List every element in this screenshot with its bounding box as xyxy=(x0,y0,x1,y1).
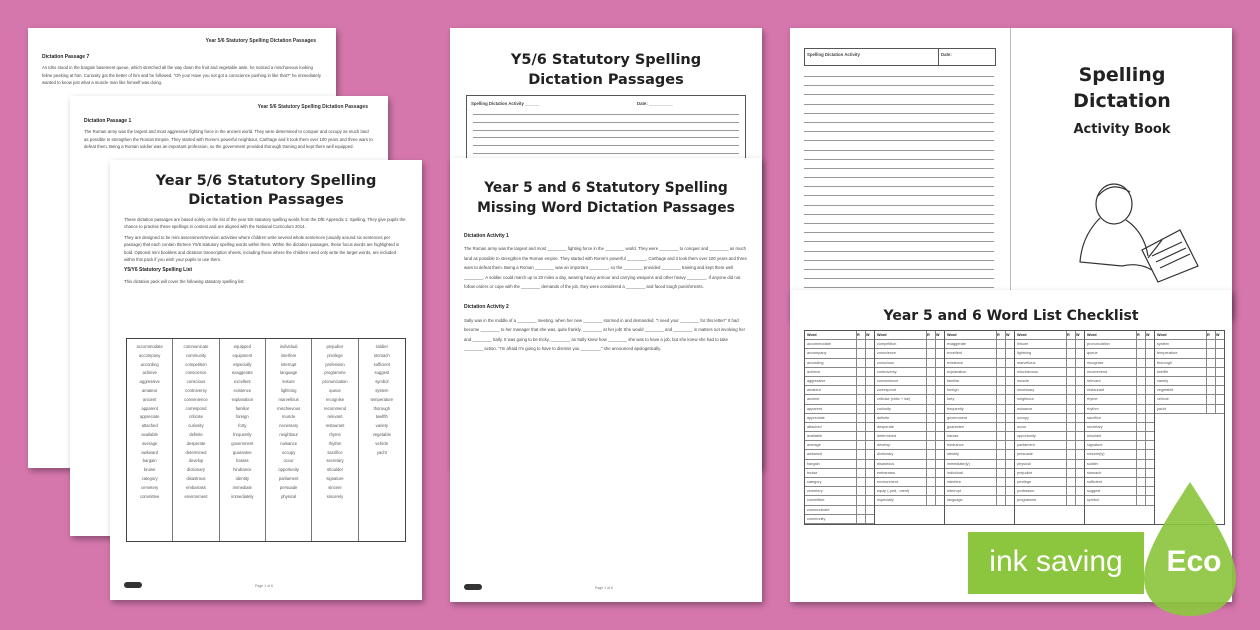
passage-text: The Roman army was the largest and most aggressive fighting force in the ancient world. They were determined to conquer and occupy as much land as possible to strengthen the Roman Empire. They started with Rome's powerful neighbour, Carthage and it took them over 100 years and three wars to defeat them. Being a Roman soldier was an important profession, so the government provided thorough training and kept them well equipped. xyxy=(84,129,373,150)
writing-line xyxy=(804,260,994,261)
activity-date-box xyxy=(804,48,996,66)
checklist-row: sacrifice xyxy=(1085,414,1154,423)
checklist-row: opportunity xyxy=(1015,432,1084,441)
writing-line xyxy=(804,122,994,123)
spelling-word: cemetery xyxy=(141,484,159,490)
writing-line xyxy=(804,85,994,86)
spelling-word: available xyxy=(141,431,158,437)
intro-sheet xyxy=(110,160,422,600)
spelling-word: familiar xyxy=(235,405,250,411)
spelling-word: interfere xyxy=(280,352,297,358)
checklist-row: restaurant xyxy=(1085,386,1154,395)
checklist-row: conscience xyxy=(875,349,944,358)
spelling-word xyxy=(360,493,404,502)
list-intro: This dictation pack will cover the following statutory spelling list: xyxy=(124,278,245,284)
date-label: Date: xyxy=(941,52,952,57)
spelling-word: queue xyxy=(329,387,341,393)
checklist-row: variety xyxy=(1155,377,1224,386)
cover-title-line-1: Spelling xyxy=(1078,64,1166,86)
checklist-row: forty xyxy=(945,395,1014,404)
activity-label: Spelling Dictation Activity xyxy=(805,49,939,65)
spelling-word: harass xyxy=(236,458,249,464)
spelling-word: apparent xyxy=(141,405,158,411)
writing-line xyxy=(804,76,994,77)
spelling-word: privilege xyxy=(327,352,343,358)
cover-title-line-2: Dictation xyxy=(1073,90,1171,112)
checklist-row: awkward xyxy=(805,450,874,459)
checklist-row: lightning xyxy=(1015,349,1084,358)
cover-subtitle: Activity Book xyxy=(1073,122,1171,137)
writing-line xyxy=(804,131,994,132)
checklist-column xyxy=(1015,330,1085,525)
child-writing-illustration xyxy=(1052,166,1202,288)
checklist-row: controversy xyxy=(875,368,944,377)
spelling-word: competition xyxy=(185,361,207,367)
checklist-header-row: Word R W xyxy=(1155,331,1224,340)
spelling-word: language xyxy=(280,370,298,376)
spelling-word: vegetable xyxy=(372,431,391,437)
checklist-row: existence xyxy=(945,359,1014,368)
activity-book-spread xyxy=(790,28,1232,318)
spelling-word: appreciate xyxy=(139,414,160,420)
checklist-row: amateur xyxy=(805,386,874,395)
spelling-word: according xyxy=(140,361,159,367)
spelling-word: system xyxy=(375,387,389,393)
checklist-row: guarantee xyxy=(945,423,1014,432)
checklist-row: twelfth xyxy=(1155,368,1224,377)
checklist-column xyxy=(945,330,1015,525)
spelling-word: temperature xyxy=(370,396,394,402)
spelling-word: marvellous xyxy=(278,396,299,402)
checklist-row: aggressive xyxy=(805,377,874,386)
list-heading: Y5/Y6 Statutory Spelling List xyxy=(124,267,193,274)
word-column xyxy=(173,339,219,541)
spelling-word: muscle xyxy=(282,414,296,420)
checklist-header-row: Word R W xyxy=(875,331,944,340)
checklist-row: harass xyxy=(945,432,1014,441)
writing-lines xyxy=(804,76,994,306)
checklist-row: accommodate xyxy=(805,340,874,349)
spelling-word: neighbour xyxy=(279,431,298,437)
intro-paragraph-1: These dictation passages are based solely on the list of the year 5/6 statutory spelling words from the DfE Appendix 1: Spelling. They give pupils the chance to practise these spellings in context and are aligned with the National Curriculum 2014. xyxy=(124,217,406,230)
sheet-header: Year 5/6 Statutory Spelling Dictation Passages xyxy=(257,104,368,110)
spelling-word: forty xyxy=(238,423,247,429)
checklist-row: frequently xyxy=(945,405,1014,414)
checklist-row: appreciate xyxy=(805,414,874,423)
checklist-row: occupy xyxy=(1015,414,1084,423)
word-column xyxy=(220,339,266,541)
passage-text: As Idris stood in the bargain basement queue, which stretched all the way down the fruit and vegetable aisle, he noticed a mischievous looking feline peeking at him. Curiosity got the better of him and he followed. "Oh you! Have you not got a conscience pushing in like that?" he immediately wanted to know just what a muscle man like himself was doing. xyxy=(42,65,321,86)
sheet-title: Year 5/6 Statutory Spelling Dictation Passages xyxy=(155,173,377,208)
spelling-word: correspond xyxy=(185,405,207,411)
spelling-word: profession xyxy=(325,361,345,367)
writing-line xyxy=(804,223,994,224)
spelling-word: equipped xyxy=(233,344,251,349)
checklist-column xyxy=(804,330,875,525)
checklist-row: prejudice xyxy=(1015,469,1084,478)
spelling-word: equipment xyxy=(232,352,253,358)
checklist-row: immediate(ly) xyxy=(945,460,1014,469)
spelling-word: opportunity xyxy=(278,467,300,473)
checklist-header-row: Word R W xyxy=(945,331,1014,340)
checklist-row: thorough xyxy=(1155,359,1224,368)
spelling-word xyxy=(360,484,404,493)
checklist-row: especially xyxy=(875,496,944,505)
spelling-word: sacrifice xyxy=(327,449,343,455)
word-column xyxy=(127,339,173,541)
checklist-row: profession xyxy=(1015,487,1084,496)
writing-line xyxy=(804,278,994,279)
spelling-word: criticise xyxy=(189,414,203,420)
checklist-row: yacht xyxy=(1155,405,1224,414)
spelling-word: vehicle xyxy=(375,440,389,446)
sheet-title: Y5/6 Statutory Spelling Dictation Passages xyxy=(510,52,702,88)
spelling-word: accommodate xyxy=(136,344,163,349)
checklist-row: parliament xyxy=(1015,441,1084,450)
activity-label: Spelling Dictation Activity xyxy=(471,101,524,106)
checklist-row: suggest xyxy=(1085,487,1154,496)
checklist-row: sincere(ly) xyxy=(1085,450,1154,459)
activity-1-text: The Roman army was the largest and most ________ fighting force in the ________ world. They were ________ to conquer and ________ as much land as possible to strengthen the Roman empire. They started with Rome's powerful ________, Carthage and it took them over 100 years and three wars to defeat them. Being a Roman ________ was an important ________, so the ________ provided ________ training and kept them well ________. A soldier could march up to 20 miles a day, wearing heavy armour and carrying weapons and other heavy ________. If anyone did not follow orders or cope with the ________ demands of the job, they were considered a ________ and faced tough punishments. xyxy=(464,246,747,290)
checklist-row: identity xyxy=(945,450,1014,459)
date-label: Date: xyxy=(637,101,648,106)
checklist-row: leisure xyxy=(1015,340,1084,349)
spelling-word: exaggerate xyxy=(231,370,253,376)
spelling-word: thorough xyxy=(373,405,391,411)
spelling-word: embarrass xyxy=(186,484,206,490)
spelling-word: parliament xyxy=(278,475,299,481)
spelling-word: variety xyxy=(375,423,388,429)
writing-line xyxy=(804,94,994,95)
checklist-header-row: Word R W xyxy=(1085,331,1154,340)
writing-line xyxy=(804,140,994,141)
writing-line xyxy=(804,205,994,206)
spelling-word: persuade xyxy=(279,484,298,490)
spelling-word: relevant xyxy=(327,414,343,420)
checklist-row: necessary xyxy=(1015,386,1084,395)
activity-2-text: Sally was in the middle of a ________ meeting, when her new ________ stormed in and demanded, "I need your ________ for this letter!" It had become ________ to her manager that she was, quite frankly, ________ at her job! She would ________ and ________ in matters not involving her and ________ Sally. It was going to be tricky, ________ as Sally knew how ________ she was to have a job, but she knew she had to take ________ action. "I'm afraid I'm going to have to dismiss you ________," she announced apologetically. xyxy=(464,317,746,352)
checklist-title: Year 5 and 6 Word List Checklist xyxy=(883,308,1139,324)
spelling-word: desperate xyxy=(186,440,206,446)
checklist-row: achieve xyxy=(805,368,874,377)
checklist-row: definite xyxy=(875,414,944,423)
writing-line xyxy=(804,159,994,160)
checklist-row: curiosity xyxy=(875,405,944,414)
spelling-word xyxy=(360,457,404,466)
checklist-row: interfere xyxy=(945,478,1014,487)
writing-line xyxy=(804,104,994,105)
spelling-word: lightning xyxy=(280,387,297,393)
checklist-row: exaggerate xyxy=(945,340,1014,349)
checklist-row: correspond xyxy=(875,386,944,395)
writing-line xyxy=(804,177,994,178)
spelling-word: nuisance xyxy=(280,440,298,446)
sheet-title: Year 5 and 6 Statutory Spelling Missing Word Dictation Passages xyxy=(477,180,735,216)
checklist-row: marvellous xyxy=(1015,359,1084,368)
spelling-word: soldier xyxy=(375,344,388,349)
spelling-word: secretary xyxy=(326,458,344,464)
checklist-header-row: Word R W xyxy=(805,331,874,340)
spelling-word: necessary xyxy=(279,423,299,429)
checklist-row: individual xyxy=(945,469,1014,478)
checklist-row: secretary xyxy=(1085,423,1154,432)
spelling-word: amateur xyxy=(141,387,158,393)
eco-label: Eco xyxy=(1166,545,1222,578)
writing-line xyxy=(804,251,994,252)
spelling-word: twelfth xyxy=(375,414,388,420)
checklist-row: develop xyxy=(875,441,944,450)
checklist-row: environment xyxy=(875,478,944,487)
checklist-row: language xyxy=(945,496,1014,505)
spelling-word: recommend xyxy=(323,405,347,411)
spelling-word: rhyme xyxy=(329,431,341,437)
spelling-word: hindrance xyxy=(233,467,252,473)
cover-page xyxy=(1012,28,1232,318)
checklist-row: attached xyxy=(805,423,874,432)
checklist-row: dictionary xyxy=(875,450,944,459)
checklist-row: average xyxy=(805,441,874,450)
writing-line xyxy=(804,113,994,114)
checklist-row: programme xyxy=(1015,496,1084,505)
spelling-word: symbol xyxy=(375,379,389,385)
spelling-word: occur xyxy=(283,458,294,464)
checklist-row: according xyxy=(805,359,874,368)
spelling-word: yacht xyxy=(376,449,387,455)
checklist-row: signature xyxy=(1085,441,1154,450)
checklist-row: symbol xyxy=(1085,496,1154,505)
activity-box: Spelling Dictation Activity ______ Date: __________ xyxy=(466,95,746,181)
checklist-row: recognise xyxy=(1085,359,1154,368)
checklist-row: desperate xyxy=(875,423,944,432)
checklist-row: category xyxy=(805,478,874,487)
checklist-row: competition xyxy=(875,340,944,349)
spelling-word: disastrous xyxy=(186,475,206,481)
twinkl-logo xyxy=(124,582,142,588)
spelling-word: excellent xyxy=(234,379,251,385)
spelling-word: bruise xyxy=(143,467,156,473)
checklist-row: rhyme xyxy=(1085,395,1154,404)
spelling-word: bargain xyxy=(142,458,157,464)
spelling-word: prejudice xyxy=(326,344,344,349)
writing-line xyxy=(804,195,994,196)
checklist-row: recommend xyxy=(1085,368,1154,377)
checklist-row: system xyxy=(1155,340,1224,349)
checklist-row: accompany xyxy=(805,349,874,358)
spelling-word: immediate xyxy=(232,484,252,490)
spelling-word: conscience xyxy=(185,370,207,376)
checklist-row: community xyxy=(805,515,874,524)
checklist-row: interrupt xyxy=(945,487,1014,496)
word-column xyxy=(266,339,312,541)
spelling-word: leisure xyxy=(282,379,295,385)
word-column xyxy=(312,339,358,541)
missing-word-sheet xyxy=(450,158,762,602)
spelling-word: sincerely xyxy=(326,493,344,499)
spelling-word: identity xyxy=(235,475,249,481)
lined-page xyxy=(790,28,1011,318)
spelling-word: definite xyxy=(189,431,203,437)
checklist-row: equip (-ped, -ment) xyxy=(875,487,944,496)
passage-label: Dictation Passage 7 xyxy=(42,54,90,60)
spelling-word: programme xyxy=(324,370,346,376)
checklist-row: convenience xyxy=(875,377,944,386)
checklist-row: committee xyxy=(805,496,874,505)
spelling-word: especially xyxy=(233,361,252,367)
checklist-row: disastrous xyxy=(875,460,944,469)
spelling-word: conscious xyxy=(186,379,206,385)
spelling-word: awkward xyxy=(141,449,158,455)
spelling-word: occupy xyxy=(282,449,296,455)
checklist-row: muscle xyxy=(1015,377,1084,386)
spelling-word: average xyxy=(142,440,158,446)
checklist-column xyxy=(875,330,945,525)
checklist-row: familiar xyxy=(945,377,1014,386)
checklist-row: rhythm xyxy=(1085,405,1154,414)
writing-line xyxy=(804,214,994,215)
writing-line xyxy=(804,168,994,169)
spelling-word: rhythm xyxy=(328,440,342,446)
checklist-row: foreign xyxy=(945,386,1014,395)
checklist-row: soldier xyxy=(1085,460,1154,469)
spelling-word: curiosity xyxy=(188,423,204,429)
spelling-word: interrupt xyxy=(280,361,297,367)
checklist-row: determined xyxy=(875,432,944,441)
checklist-row: available xyxy=(805,432,874,441)
spelling-word: environment xyxy=(184,493,208,499)
spelling-word: recognise xyxy=(325,396,345,402)
writing-line xyxy=(804,287,994,288)
checklist-row: bruise xyxy=(805,469,874,478)
checklist-row: ancient xyxy=(805,395,874,404)
intro-paragraph-2: They are designed to be mini assessment/revision activities where children write several whole sentences (usually around six sentences per passage) that each contain thirteen Y5/6 statutory spelling words within them. Within the dictation passages, these focus words are highlighted in bold. Optional mini booklets and dictation transcription sheets, including those where the children need only write the target words, are included within this pack if you wish your pupils to use them. xyxy=(124,234,400,263)
spelling-word: convenience xyxy=(184,396,208,402)
spelling-word-grid xyxy=(126,338,406,542)
page-footer: Page 1 of 6 xyxy=(255,584,273,588)
checklist-row: persuade xyxy=(1015,450,1084,459)
checklist-row: relevant xyxy=(1085,377,1154,386)
spelling-word: sincere xyxy=(328,484,342,490)
activity-1-label: Dictation Activity 1 xyxy=(464,233,509,239)
writing-line xyxy=(804,241,994,242)
checklist-header-row: Word R W xyxy=(1015,331,1084,340)
passage-label: Dictation Passage 1 xyxy=(84,118,132,124)
spelling-word: suggest xyxy=(374,370,390,376)
checklist-row: communicate xyxy=(805,506,874,515)
spelling-word: dictionary xyxy=(187,467,205,473)
spelling-word xyxy=(360,475,404,484)
spelling-word: foreign xyxy=(235,414,249,420)
checklist-row: neighbour xyxy=(1015,395,1084,404)
eco-badge xyxy=(968,532,1236,594)
spelling-word: physical xyxy=(281,493,297,499)
spelling-word: pronunciation xyxy=(322,379,348,385)
checklist-row: sufficient xyxy=(1085,478,1154,487)
spelling-word: immediately xyxy=(231,493,254,499)
spelling-word: category xyxy=(141,475,158,481)
spelling-word: ancient xyxy=(142,396,157,402)
spelling-word: develop xyxy=(188,458,204,464)
spelling-word: controversy xyxy=(185,387,207,393)
spelling-word: sufficient xyxy=(373,361,391,367)
checklist-row: nuisance xyxy=(1015,405,1084,414)
spelling-word: existence xyxy=(233,387,252,393)
spelling-word: signature xyxy=(326,475,344,481)
writing-line xyxy=(804,150,994,151)
checklist-row: conscious xyxy=(875,359,944,368)
spelling-word: shoulder xyxy=(326,467,344,473)
checklist-row: shoulder xyxy=(1085,432,1154,441)
word-column xyxy=(359,339,405,541)
checklist-row: queue xyxy=(1085,349,1154,358)
writing-line xyxy=(804,269,994,270)
twinkl-logo xyxy=(464,584,482,590)
spelling-word xyxy=(360,466,404,475)
spelling-word: guarantee xyxy=(232,449,252,455)
spelling-word: community xyxy=(185,352,207,358)
spelling-word: explanation xyxy=(231,396,254,402)
checklist-row: mischievous xyxy=(1015,368,1084,377)
spelling-word: mischievous xyxy=(277,405,301,411)
checklist-row: criticise (critic + ise) xyxy=(875,395,944,404)
checklist-row: physical xyxy=(1015,460,1084,469)
spelling-word: frequently xyxy=(233,431,252,437)
checklist-row: excellent xyxy=(945,349,1014,358)
spelling-word: achieve xyxy=(142,370,157,376)
writing-line xyxy=(804,186,994,187)
page-footer: Page 1 of 6 xyxy=(595,586,613,590)
spelling-word: determined xyxy=(185,449,207,455)
checklist-row: vehicle xyxy=(1155,395,1224,404)
spelling-word: individual xyxy=(279,344,298,349)
spelling-word: government xyxy=(231,440,254,446)
checklist-row: government xyxy=(945,414,1014,423)
activity-2-label: Dictation Activity 2 xyxy=(464,304,509,311)
checklist-row: bargain xyxy=(805,460,874,469)
checklist-row: temperature xyxy=(1155,349,1224,358)
checklist-row: occur xyxy=(1015,423,1084,432)
spelling-word: aggressive xyxy=(139,379,160,385)
spelling-word: communicate xyxy=(183,344,209,349)
checklist-row: cemetery xyxy=(805,487,874,496)
spelling-word: stomach xyxy=(373,352,390,358)
checklist-row: apparent xyxy=(805,405,874,414)
spelling-word: attached xyxy=(141,423,158,429)
checklist-row: stomach xyxy=(1085,469,1154,478)
checklist-row: hindrance xyxy=(945,441,1014,450)
checklist-row: vegetable xyxy=(1155,386,1224,395)
writing-line xyxy=(804,232,994,233)
spelling-word: restaurant xyxy=(325,423,345,429)
spelling-word: accompany xyxy=(138,352,161,358)
checklist-row: privilege xyxy=(1015,478,1084,487)
checklist-row: pronunciation xyxy=(1085,340,1154,349)
sheet-header: Year 5/6 Statutory Spelling Dictation Passages xyxy=(205,38,316,44)
ink-saving-label: ink saving xyxy=(968,532,1144,594)
spelling-word: committee xyxy=(140,493,160,499)
checklist-row: explanation xyxy=(945,368,1014,377)
checklist-row: embarrass xyxy=(875,469,944,478)
